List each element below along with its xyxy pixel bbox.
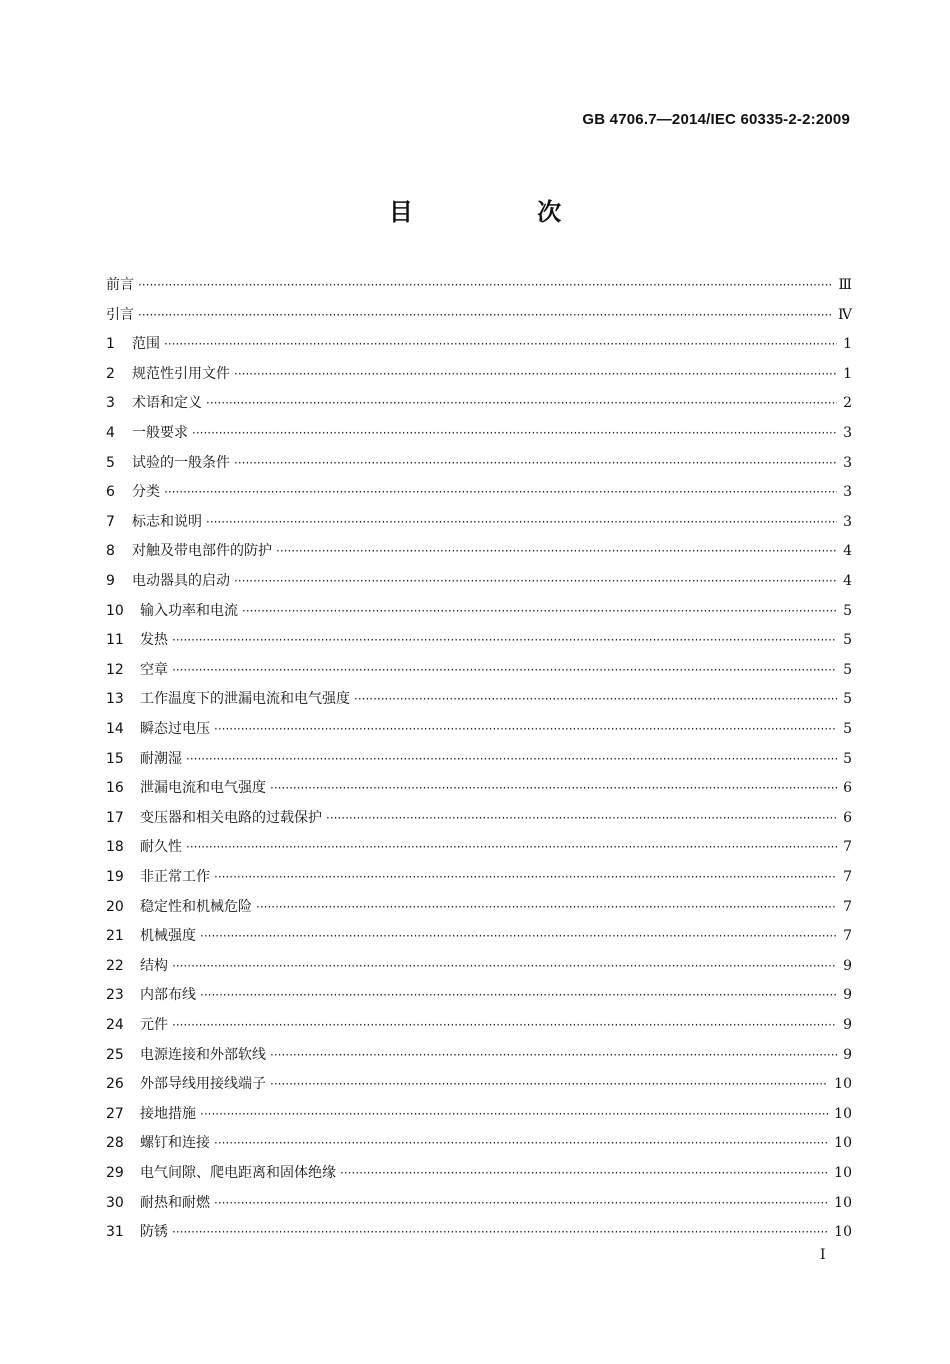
dot-leader [214,1128,828,1158]
toc-entry-number: 15 [106,750,124,767]
toc-entry-number: 12 [106,661,124,678]
toc-entry-page: 1 [843,336,852,353]
dot-leader [206,507,837,537]
toc-entry-page: 3 [843,454,852,471]
toc-entry-label: 术语和定义 [132,395,202,412]
toc-entry-page: 6 [843,780,852,797]
toc-entry-label: 前言 [106,277,134,293]
dot-leader [200,921,837,951]
toc-entry-label: 耐潮湿 [140,750,182,767]
toc-entry-page: 3 [843,484,852,501]
toc-entry-number: 27 [106,1105,124,1122]
dot-leader [186,832,837,862]
dot-leader [164,329,837,359]
toc-entry[interactable] [106,714,852,744]
toc-entry-page: 9 [843,1017,852,1033]
toc-entry[interactable] [106,418,852,448]
toc-entry-label: 电源连接和外部软线 [140,1046,266,1063]
dot-leader [206,388,837,418]
toc-entry-number: 4 [106,425,115,441]
toc-entry[interactable] [106,773,852,803]
toc-entry[interactable] [106,892,852,922]
toc-entry[interactable] [106,270,852,300]
toc-entry[interactable] [106,566,852,596]
toc-entry[interactable] [106,625,852,655]
toc-entry[interactable] [106,507,852,537]
toc-entry[interactable] [106,951,852,981]
dot-leader [270,773,837,803]
toc-entry-page: 9 [843,1046,852,1063]
toc-entry-page: 5 [843,661,852,678]
toc-entry[interactable] [106,921,852,951]
toc-entry-number: 2 [106,365,115,382]
dot-leader [270,1069,828,1099]
toc-entry-number: 5 [106,454,115,471]
toc-entry[interactable] [106,596,852,626]
toc-entry-label: 防锈 [140,1224,168,1241]
dot-leader [214,862,837,892]
toc-entry[interactable] [106,980,852,1010]
toc-entry-number: 31 [106,1224,124,1241]
toc-entry[interactable] [106,862,852,892]
toc-entry-page: 10 [834,1194,852,1211]
toc-entry-number: 29 [106,1165,124,1181]
toc-entry-number: 19 [106,869,124,885]
dot-leader [138,300,832,330]
toc-entry-page: 7 [843,839,852,856]
toc-entry-page: 6 [843,809,852,826]
dot-leader [354,684,837,714]
toc-entry-label: 内部布线 [140,987,196,1004]
toc-entry[interactable] [106,655,852,685]
toc-entry-number: 16 [106,780,124,797]
toc-entry-number: 22 [106,957,124,974]
toc-entry[interactable] [106,684,852,714]
toc-entry-label: 引言 [106,306,134,323]
toc-entry-number: 6 [106,484,115,501]
toc-entry-label: 规范性引用文件 [132,365,230,382]
dot-leader [214,714,837,744]
toc-entry[interactable] [106,1069,852,1099]
toc-entry-number: 7 [106,513,115,530]
page-title: 目 次 [388,198,620,226]
toc-entry-label: 发热 [140,632,168,649]
toc-entry-label: 外部导线用接线端子 [140,1076,266,1093]
toc-entry-label: 非正常工作 [140,869,210,885]
toc-entry-label: 对触及带电部件的防护 [132,543,272,560]
toc-entry-label: 标志和说明 [132,513,202,530]
toc-entry-page: 7 [843,869,852,885]
toc-entry-label: 试验的一般条件 [132,454,230,471]
toc-entry-page: 3 [843,513,852,530]
toc-entry-page: 4 [843,543,852,560]
toc-entry-label: 空章 [140,661,168,678]
toc-entry-label: 机械强度 [140,928,196,945]
toc-entry[interactable] [106,744,852,774]
toc-entry-number: 21 [106,928,124,945]
toc-entry[interactable] [106,1010,852,1040]
dot-leader [276,536,837,566]
toc-entry-page: Ⅲ [838,277,852,293]
toc-entry-number: 8 [106,543,115,560]
toc-entry-number: 24 [106,1017,124,1033]
page-number: Ⅰ [820,1247,826,1263]
toc-entry[interactable] [106,1217,852,1247]
toc-entry[interactable] [106,300,852,330]
toc-entry-number: 23 [106,987,124,1004]
dot-leader [340,1158,828,1188]
toc-entry-label: 耐热和耐燃 [140,1194,210,1211]
toc-entry-number: 25 [106,1046,124,1063]
toc-entry-number: 13 [106,691,124,708]
dot-leader [326,803,837,833]
toc-entry-page: 10 [834,1076,852,1093]
toc-entry-label: 电动器具的启动 [132,573,230,589]
toc-entry-page: 7 [843,928,852,945]
toc-entry-page: 10 [834,1224,852,1241]
toc-entry[interactable] [106,477,852,507]
dot-leader [242,596,837,626]
toc-entry-number: 28 [106,1135,124,1152]
toc-entry[interactable] [106,448,852,478]
dot-leader [172,655,837,685]
toc-entry[interactable] [106,1188,852,1218]
toc-entry-page: 5 [843,721,852,737]
toc-entry[interactable] [106,803,852,833]
toc-entry-label: 螺钉和连接 [140,1135,210,1152]
dot-leader [186,744,837,774]
dot-leader [172,1217,828,1247]
toc-entry-number: 17 [106,809,124,826]
toc-entry-label: 电气间隙、爬电距离和固体绝缘 [140,1165,336,1181]
toc-entry-number: 14 [106,721,124,737]
toc-entry-label: 元件 [140,1017,168,1033]
toc-entry-label: 一般要求 [132,425,188,441]
toc-entry-label: 瞬态过电压 [140,721,210,737]
dot-leader [200,1099,828,1129]
toc-entry-number: 3 [106,395,115,412]
toc-entry-label: 接地措施 [140,1105,196,1122]
toc-entry-page: 2 [843,395,852,412]
toc-entry-number: 26 [106,1076,124,1093]
toc-entry[interactable] [106,1040,852,1070]
toc-entry-page: 4 [843,573,852,589]
toc-entry[interactable] [106,1128,852,1158]
toc-entry-label: 耐久性 [140,839,182,856]
toc-entry[interactable] [106,329,852,359]
toc-entry[interactable] [106,1158,852,1188]
toc-entry-page: Ⅳ [838,306,852,323]
dot-leader [138,270,832,300]
dot-leader [234,448,837,478]
toc-entry-number: 20 [106,898,124,915]
toc-entry[interactable] [106,359,852,389]
toc-entry-number: 10 [106,602,124,619]
dot-leader [172,951,837,981]
toc-entry-label: 分类 [132,484,160,501]
toc-entry-page: 5 [843,602,852,619]
toc-entry[interactable] [106,832,852,862]
standard-code: GB 4706.7—2014/IEC 60335-2-2:2009 [582,111,850,128]
toc-entry-page: 5 [843,632,852,649]
dot-leader [256,892,837,922]
toc-entry[interactable] [106,1099,852,1129]
toc-entry-label: 输入功率和电流 [140,602,238,619]
dot-leader [270,1040,837,1070]
toc-entry-number: 18 [106,839,124,856]
toc-entry[interactable] [106,388,852,418]
toc-entry-page: 9 [843,987,852,1004]
toc-entry-page: 10 [834,1165,852,1181]
toc-entry-page: 1 [843,365,852,382]
toc-entry-label: 工作温度下的泄漏电流和电气强度 [140,691,350,708]
toc-entry-number: 30 [106,1194,124,1211]
toc-entry-page: 7 [843,898,852,915]
toc-entry-label: 变压器和相关电路的过载保护 [140,809,322,826]
toc-entry-label: 泄漏电流和电气强度 [140,780,266,797]
toc-entry-page: 10 [834,1135,852,1152]
toc-entry-page: 9 [843,957,852,974]
toc-entry-label: 范围 [132,336,160,353]
dot-leader [192,418,837,448]
dot-leader [200,980,837,1010]
toc-entry-number: 9 [106,573,115,589]
dot-leader [172,1010,837,1040]
dot-leader [234,566,837,596]
dot-leader [234,359,837,389]
toc-entry-page: 10 [834,1105,852,1122]
toc-entry-number: 11 [106,632,124,649]
toc-entry-label: 结构 [140,957,168,974]
toc-entry-page: 5 [843,750,852,767]
dot-leader [164,477,837,507]
toc-entry[interactable] [106,536,852,566]
toc-entry-label: 稳定性和机械危险 [140,898,252,915]
dot-leader [172,625,837,655]
dot-leader [214,1188,828,1218]
toc-entry-number: 1 [106,336,115,353]
toc-entry-page: 5 [843,691,852,708]
toc-entry-page: 3 [843,425,852,441]
